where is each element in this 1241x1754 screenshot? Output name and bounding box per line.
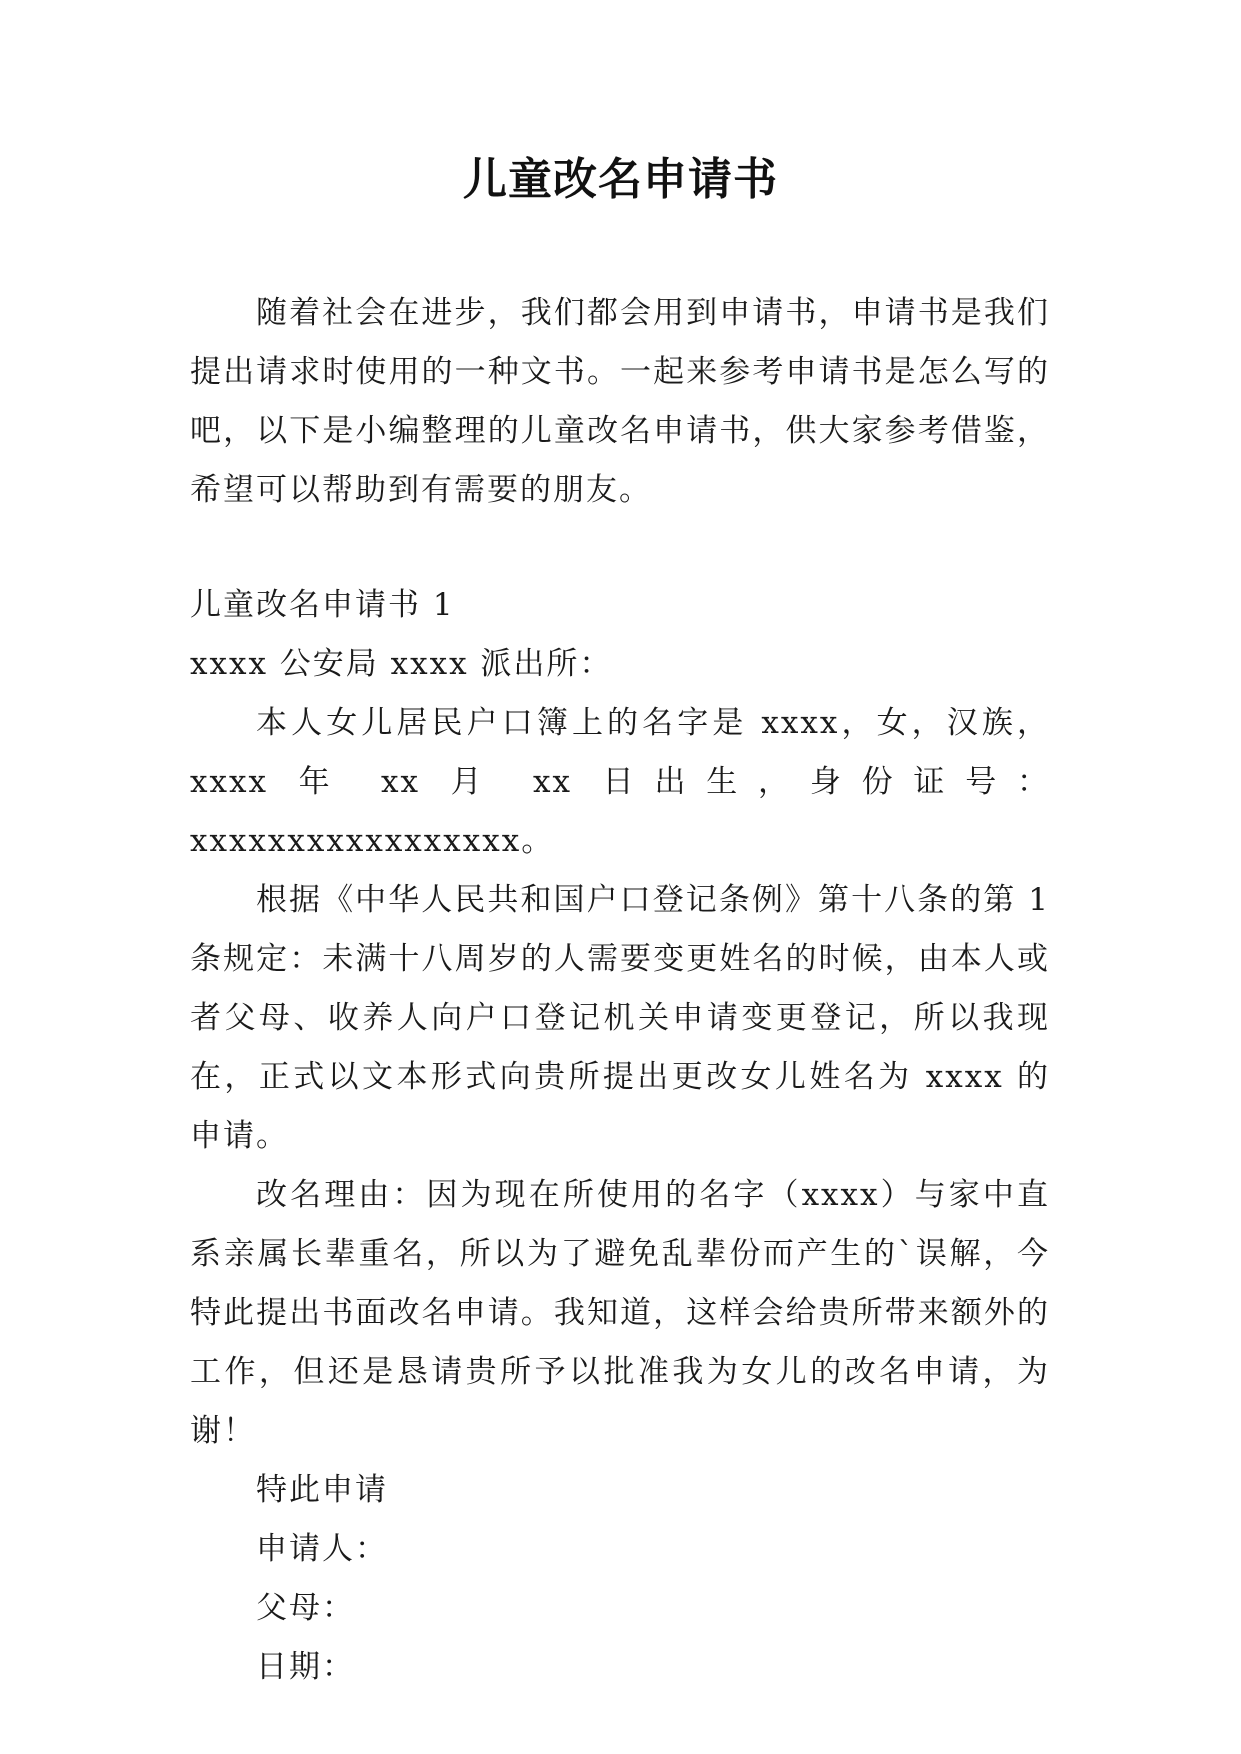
paragraph-personal-info: 本人女儿居民户口簿上的名字是 xxxx，女，汉族，xxxx 年 xx 月 xx 日出生，身份证号：xxxxxxxxxxxxxxxxx。 [190,705,1050,859]
addressee: xxxx 公安局 xxxx 派出所： [190,646,613,682]
section-heading: 儿童改名申请书 1 [190,587,455,623]
applicant-label: 申请人： [256,1531,388,1567]
paragraph-legal-basis: 根据《中华人民共和国户口登记条例》第十八条的第 1 条规定：未满十八周岁的人需要变更姓名的时候，由本人或者父母、收养人向户口登记机关申请变更登记，所以我现在，正式以文本形式向贵所提出更改女儿姓名为 xxxx 的申请。 [190,882,1050,1154]
document-title: 儿童改名申请书 [463,154,778,205]
intro-block [190,284,1050,520]
intro-paragraph: 随着社会在进步，我们都会用到申请书，申请书是我们提出请求时使用的一种文书。一起来参考申请书是怎么写的吧，以下是小编整理的儿童改名申请书，供大家参考借鉴，希望可以帮助到有需要的朋友。 [190,295,1050,508]
paragraph-reason: 改名理由：因为现在所使用的名字（xxxx）与家中直系亲属长辈重名，所以为了避免乱辈份而产生的`误解，今特此提出书面改名申请。我知道，这样会给贵所带来额外的工作，但还是恳请贵所予以批准我为女儿的改名申请，为谢！ [190,1177,1050,1449]
closing-line: 特此申请 [256,1472,388,1508]
parents-label: 父母： [256,1590,355,1626]
letter-body [190,576,1050,1697]
date-label: 日期： [256,1649,355,1685]
